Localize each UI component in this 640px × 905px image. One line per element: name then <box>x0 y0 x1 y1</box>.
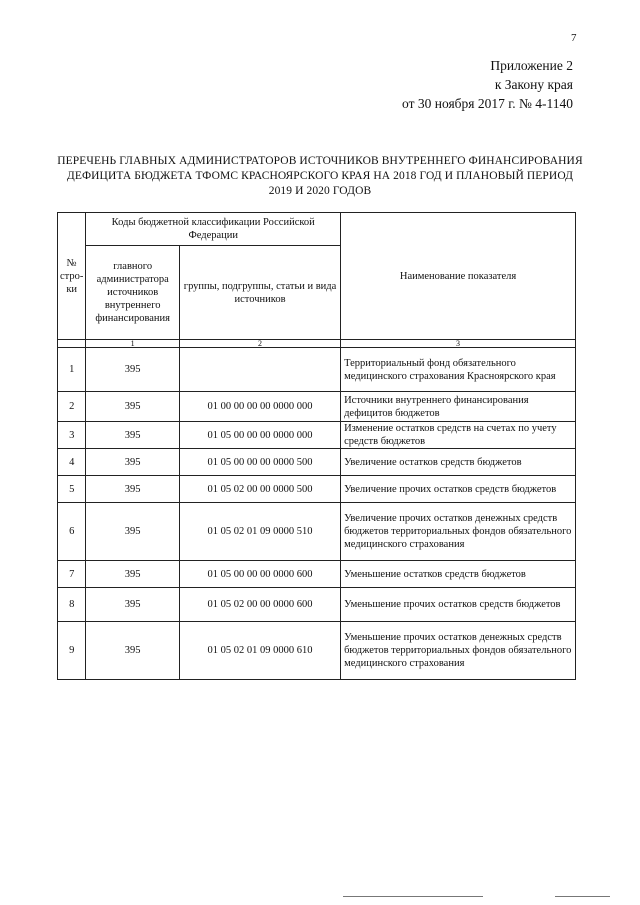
administrator-code-cell: 395 <box>86 392 180 422</box>
classification-code-cell: 01 05 00 00 00 0000 000 <box>179 422 340 449</box>
header-chief-administrator: главного администратора источников внутреннего финансирования <box>86 246 180 340</box>
header-budget-codes: Коды бюджетной классификации Российской Федерации <box>86 213 341 246</box>
administrator-code-cell: 395 <box>86 348 180 392</box>
appendix-line-2: к Закону края <box>494 77 573 92</box>
classification-code-cell: 01 05 00 00 00 0000 500 <box>179 449 340 476</box>
table-row <box>58 588 576 622</box>
administrator-code-cell: 395 <box>86 561 180 588</box>
classification-code-cell: 01 05 02 01 09 0000 610 <box>179 622 340 680</box>
classification-code-cell: 01 00 00 00 00 0000 000 <box>179 392 340 422</box>
row-number-cell: 5 <box>58 476 86 503</box>
scan-edge-line <box>343 896 483 897</box>
indicator-name-cell: Увеличение прочих остатков средств бюджетов <box>341 476 576 503</box>
header-row-number: № стро-ки <box>58 213 86 340</box>
column-number-2: 2 <box>179 340 340 348</box>
row-number-cell: 8 <box>58 588 86 622</box>
indicator-name-cell: Уменьшение остатков средств бюджетов <box>341 561 576 588</box>
title-line-3: 2019 И 2020 ГОДОВ <box>268 185 372 197</box>
classification-code-cell <box>179 348 340 392</box>
title-line-2: ДЕФИЦИТА БЮДЖЕТА ТФОМС КРАСНОЯРСКОГО КРАЯ НА 2018 ГОД И ПЛАНОВЫЙ ПЕРИОД <box>66 170 574 182</box>
table-row <box>58 503 576 561</box>
classification-code-cell: 01 05 00 00 00 0000 600 <box>179 561 340 588</box>
appendix-line-1: Приложение 2 <box>490 58 573 73</box>
column-number-1: 1 <box>86 340 180 348</box>
header-indicator-name: Наименование показателя <box>341 213 576 340</box>
title-line-1: ПЕРЕЧЕНЬ ГЛАВНЫХ АДМИНИСТРАТОРОВ ИСТОЧНИКОВ ВНУТРЕННЕГО ФИНАНСИРОВАНИЯ <box>57 155 583 167</box>
scan-edge-line <box>555 896 610 897</box>
table-row <box>58 348 576 392</box>
column-number-empty <box>58 340 86 348</box>
indicator-name-cell: Уменьшение прочих остатков средств бюджетов <box>341 588 576 622</box>
header-source-group: группы, подгруппы, статьи и вида источников <box>179 246 340 340</box>
page-number: 7 <box>571 32 577 44</box>
table-row <box>58 392 576 422</box>
administrator-code-cell: 395 <box>86 622 180 680</box>
row-number-cell: 2 <box>58 392 86 422</box>
classification-code-cell: 01 05 02 00 00 0000 600 <box>179 588 340 622</box>
row-number-cell: 3 <box>58 422 86 449</box>
row-number-cell: 4 <box>58 449 86 476</box>
table-row <box>58 622 576 680</box>
indicator-name-cell: Территориальный фонд обязательного медицинского страхования Красноярского края <box>341 348 576 392</box>
row-number-cell: 1 <box>58 348 86 392</box>
sources-table <box>57 212 576 680</box>
document-title <box>40 154 600 199</box>
row-number-cell: 9 <box>58 622 86 680</box>
column-number-3: 3 <box>341 340 576 348</box>
indicator-name-cell: Источники внутреннего финансирования дефицитов бюджетов <box>341 392 576 422</box>
header-row-top <box>58 213 576 246</box>
column-number-row <box>58 340 576 348</box>
table-row <box>58 422 576 449</box>
table-row <box>58 449 576 476</box>
table-row <box>58 561 576 588</box>
classification-code-cell: 01 05 02 00 00 0000 500 <box>179 476 340 503</box>
administrator-code-cell: 395 <box>86 588 180 622</box>
administrator-code-cell: 395 <box>86 422 180 449</box>
appendix-reference <box>402 56 573 113</box>
administrator-code-cell: 395 <box>86 449 180 476</box>
appendix-line-3: от 30 ноября 2017 г. № 4-1140 <box>402 96 573 111</box>
indicator-name-cell: Увеличение остатков средств бюджетов <box>341 449 576 476</box>
row-number-cell: 6 <box>58 503 86 561</box>
classification-code-cell: 01 05 02 01 09 0000 510 <box>179 503 340 561</box>
row-number-cell: 7 <box>58 561 86 588</box>
indicator-name-cell: Изменение остатков средств на счетах по учету средств бюджетов <box>341 422 576 449</box>
table-row <box>58 476 576 503</box>
indicator-name-cell: Уменьшение прочих остатков денежных средств бюджетов территориальных фондов обязательного медицинского страхования <box>341 622 576 680</box>
indicator-name-cell: Увеличение прочих остатков денежных средств бюджетов территориальных фондов обязательного медицинского страхования <box>341 503 576 561</box>
administrator-code-cell: 395 <box>86 476 180 503</box>
administrator-code-cell: 395 <box>86 503 180 561</box>
